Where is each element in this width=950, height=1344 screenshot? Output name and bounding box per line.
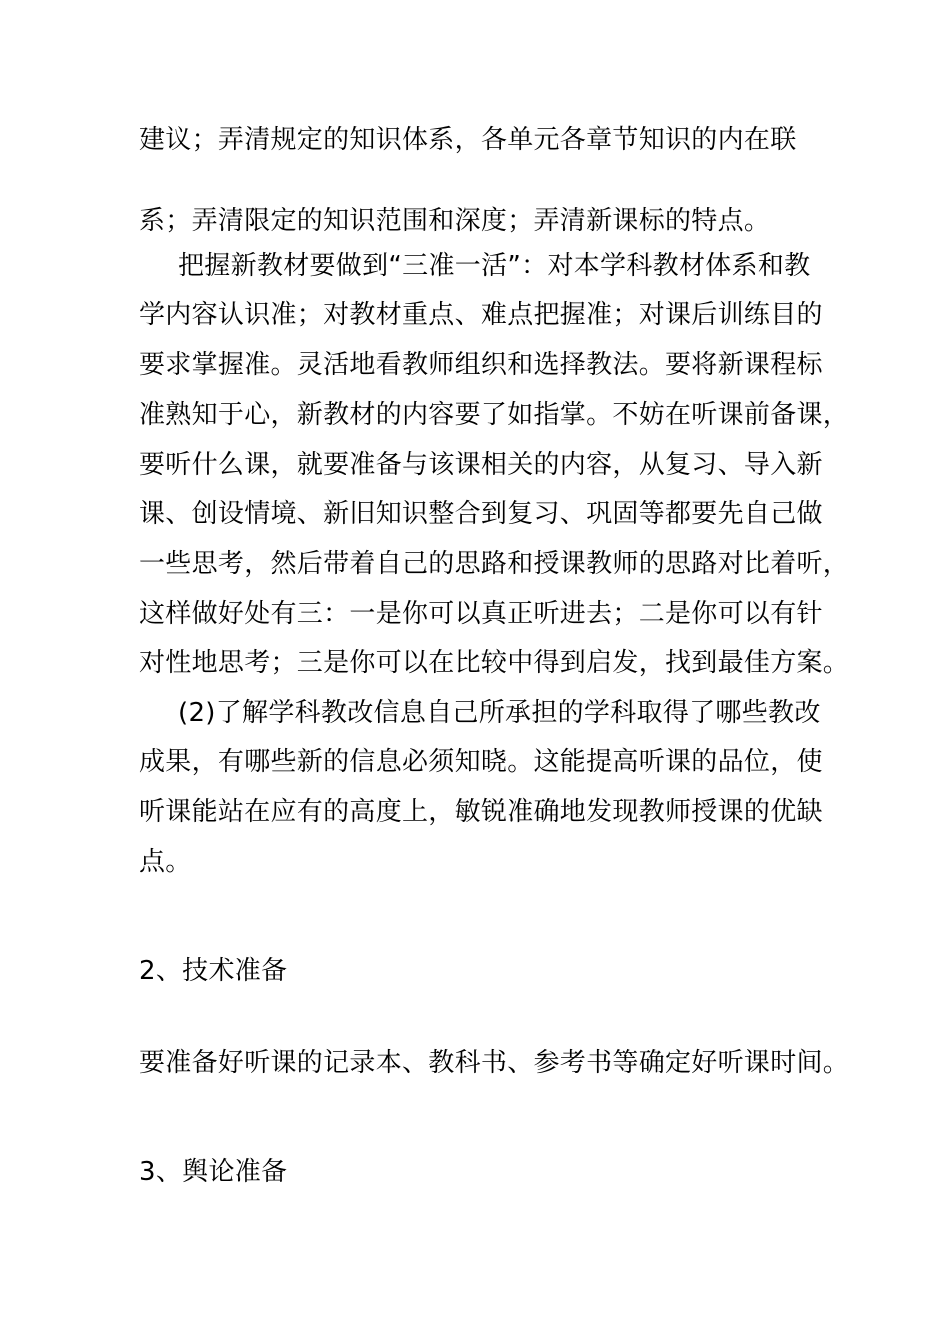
section-heading: 3、舆论准备 (139, 1157, 288, 1187)
section-heading: 2、技术准备 (139, 956, 288, 986)
text-line: 对性地思考；三是你可以在比较中得到启发，找到最佳方案。 (139, 648, 850, 678)
text-line: 点。 (139, 847, 192, 877)
text-line: (2)了解学科教改信息自己所承担的学科取得了哪些教改 (178, 698, 821, 728)
text-line: 课、创设情境、新旧知识整合到复习、巩固等都要先自己做 (139, 499, 823, 529)
text-line: 把握新教材要做到“三准一活”：对本学科教材体系和教 (178, 251, 811, 281)
text-line: 成果，有哪些新的信息必须知晓。这能提高听课的品位，使 (139, 747, 823, 777)
text-line: 建议；弄清规定的知识体系，各单元各章节知识的内在联 (139, 125, 797, 155)
text-line: 准熟知于心，新教材的内容要了如指掌。不妨在听课前备课， (139, 400, 850, 430)
text-line: 要听什么课，就要准备与该课相关的内容，从复习、导入新 (139, 450, 823, 480)
text-line: 听课能站在应有的高度上，敏锐准确地发现教师授课的优缺 (139, 797, 823, 827)
text-line: 这样做好处有三：一是你可以真正听进去；二是你可以有针 (139, 599, 823, 629)
text-line: 要求掌握准。灵活地看教师组织和选择教法。要将新课程标 (139, 350, 823, 380)
text-line: 系；弄清限定的知识范围和深度；弄清新课标的特点。 (139, 206, 771, 236)
text-line: 一些思考，然后带着自己的思路和授课教师的思路对比着听， (139, 549, 850, 579)
paragraph: 要准备好听课的记录本、教科书、参考书等确定好听课时间。 (139, 1048, 850, 1078)
text-line: 学内容认识准；对教材重点、难点把握准；对课后训练目的 (139, 300, 823, 330)
